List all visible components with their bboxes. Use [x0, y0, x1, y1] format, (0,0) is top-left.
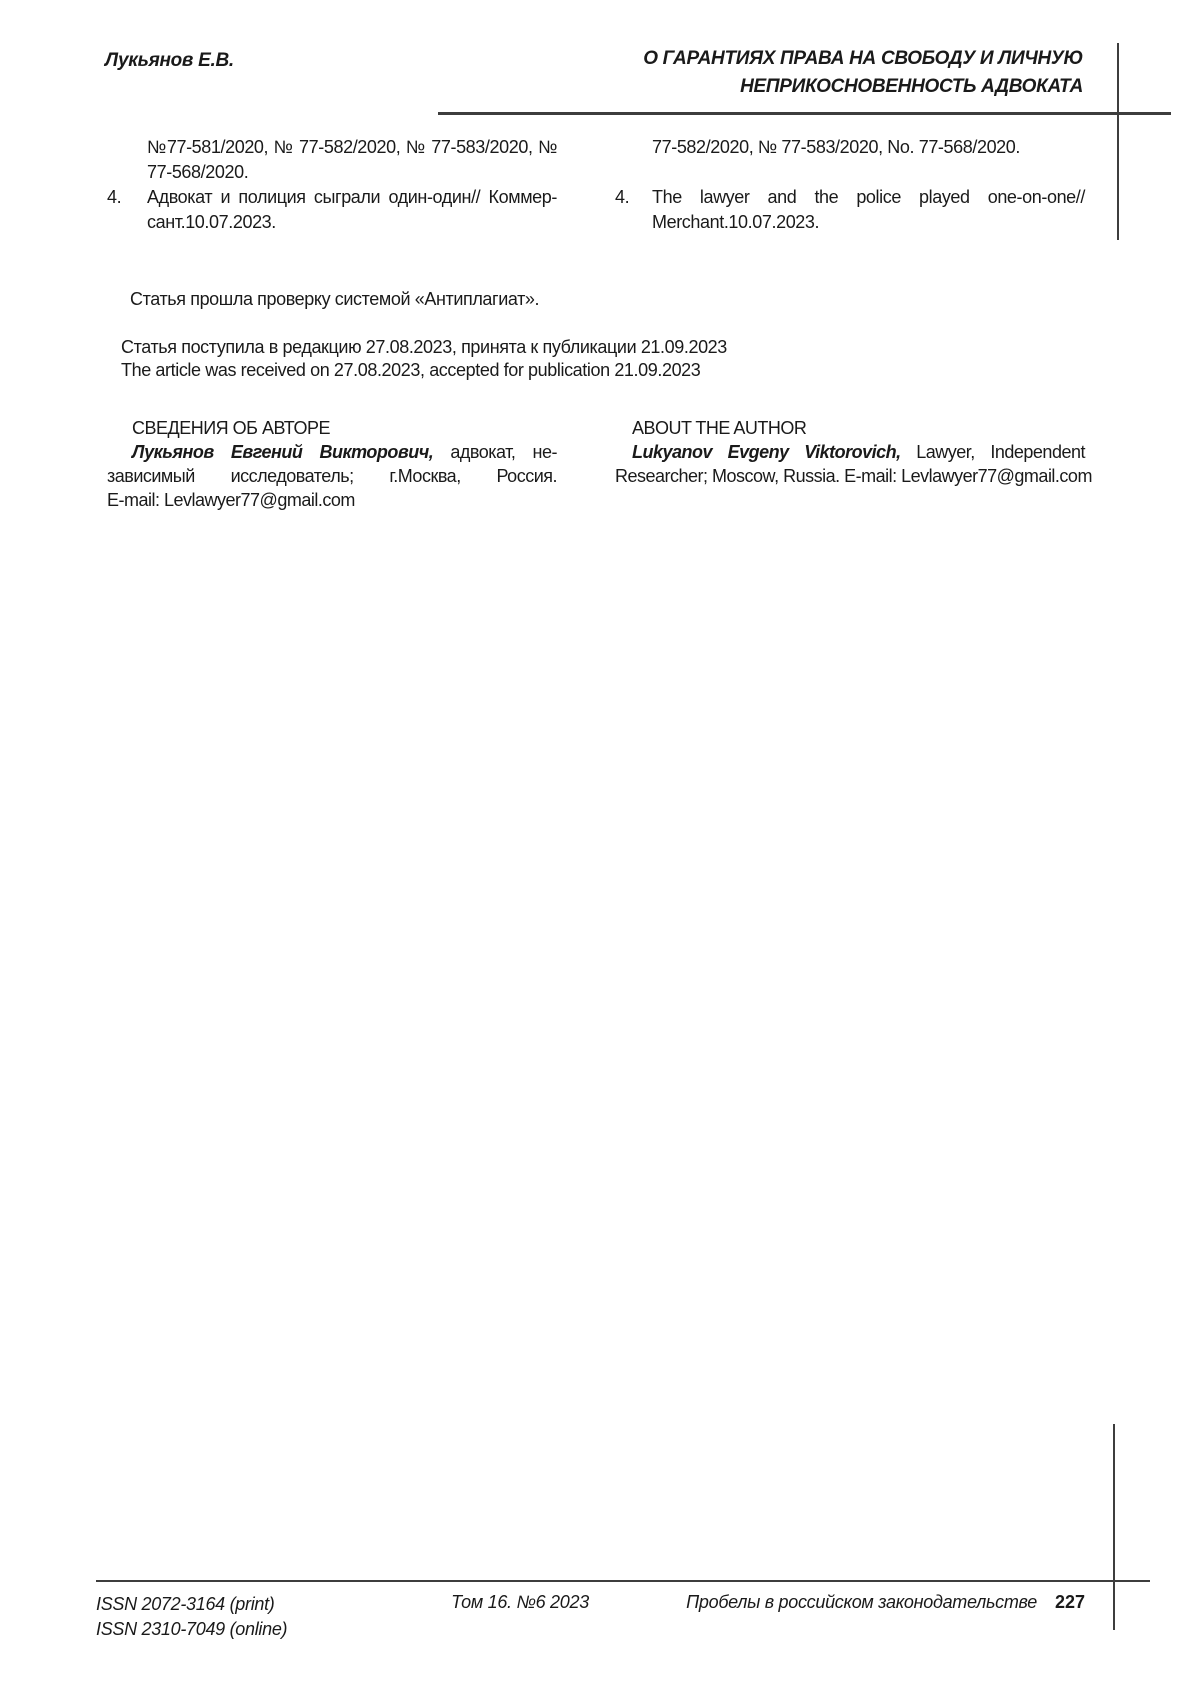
author-email-ru: E-mail: Levlawyer77@gmail.com: [107, 490, 355, 510]
references-column-en: [615, 135, 1085, 235]
article-title-line-1: О ГАРАНТИЯХ ПРАВА НА СВОБОДУ И ЛИЧНУЮ: [643, 48, 1083, 69]
about-author-line-ru: [107, 440, 557, 464]
reference-text-line: The lawyer and the police played one-on-one//: [652, 187, 1085, 207]
footer-rule: [96, 1580, 1150, 1582]
about-author-en: [615, 416, 1092, 488]
footer-volume-issue: Том 16. №6 2023: [451, 1592, 589, 1612]
reference-text-line: Merchant.10.07.2023.: [652, 212, 820, 232]
about-author-heading-ru: СВЕДЕНИЯ ОБ АВТОРЕ: [132, 418, 330, 438]
received-date-en: The article was received on 27.08.2023, accepted for publication 21.09.2023: [121, 360, 701, 380]
antiplagiat-note-text: Статья прошла проверку системой «Антиплагиат».: [130, 289, 540, 309]
running-head-author: Лукьянов Е.В.: [105, 50, 234, 71]
reference-text: [652, 185, 1085, 235]
reference-continuation-en: [652, 135, 1085, 160]
article-title-line-2: НЕПРИКОСНОВЕННОСТЬ АДВОКАТА: [740, 76, 1083, 97]
submission-dates: [121, 336, 727, 382]
reference-item-en: [615, 185, 1085, 235]
reference-continuation-line: 77-582/2020, № 77-583/2020, No. 77-568/2020.: [652, 137, 1021, 157]
about-author-line-en: [615, 440, 1085, 464]
margin-crop-line-top: [1117, 43, 1119, 240]
reference-number: 4.: [107, 187, 122, 207]
reference-text-line: сант.10.07.2023.: [147, 212, 276, 232]
antiplagiat-note: [121, 289, 539, 310]
footer-journal-block: [686, 1592, 1085, 1613]
received-date-ru: Статья поступила в редакцию 27.08.2023, принята к публикации 21.09.2023: [121, 337, 727, 357]
about-author-ru: [107, 416, 557, 512]
issn-print: ISSN 2072-3164 (print): [96, 1594, 275, 1614]
issn-online: ISSN 2310-7049 (online): [96, 1619, 288, 1639]
reference-item-ru: [107, 185, 557, 235]
author-role-en: Lawyer, Independent: [916, 442, 1085, 462]
about-author-line-ru: зависимый исследователь; г.Москва, Россия.: [107, 466, 557, 486]
reference-continuation-ru: [147, 135, 557, 185]
reference-continuation-line: №77-581/2020, № 77-582/2020, № 77-583/2020, №: [147, 137, 557, 157]
author-full-name-ru: Лукьянов Евгений Викторович,: [132, 442, 434, 462]
reference-number: 4.: [615, 187, 630, 207]
journal-title: Пробелы в российском законодательстве: [686, 1592, 1037, 1612]
footer-issn: [96, 1592, 287, 1642]
author-full-name-en: Lukyanov Evgeny Viktorovich,: [632, 442, 901, 462]
about-author-heading-en: ABOUT THE AUTHOR: [632, 418, 807, 438]
reference-continuation-line: 77-568/2020.: [147, 162, 249, 182]
margin-crop-line-bottom: [1113, 1424, 1115, 1630]
page-number: 227: [1054, 1592, 1085, 1612]
running-head-article-title: [643, 45, 1083, 101]
author-email-en: Researcher; Moscow, Russia. E-mail: Levlawyer77@gmail.com: [615, 466, 1092, 486]
author-role-ru: адвокат, не-: [450, 442, 557, 462]
header-rule: [438, 112, 1171, 115]
reference-text: [147, 185, 557, 235]
reference-text-line: Адвокат и полиция сыграли один-один// Коммер-: [147, 187, 557, 207]
references-column-ru: [107, 135, 557, 235]
